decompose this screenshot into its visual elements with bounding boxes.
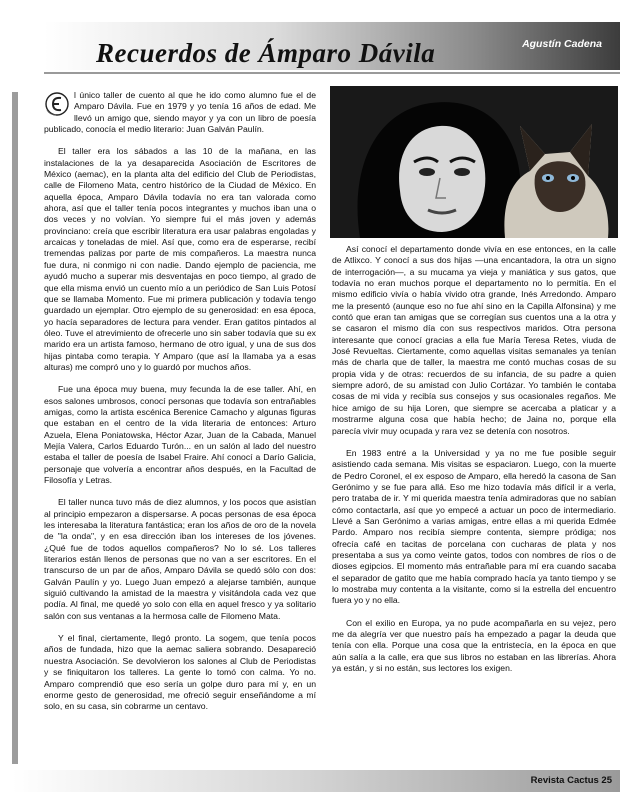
portrait-with-cat-image — [330, 86, 618, 238]
author-photo — [330, 86, 618, 238]
title-rule — [44, 72, 620, 74]
article-title: Recuerdos de Ámparo Dávila — [96, 38, 436, 68]
article-column-right — [332, 244, 616, 685]
paragraph: El taller era los sábados a las 10 de la mañana, en las instalaciones de la ya desaparecida Asociación de Escritores de México (aemac), en la planta alta del edificio del Club de Periodistas, calle de Filomeno Mata, centro histórico de la Ciudad de México. En aquella época, Amparo Dávila todavía no era tan valorada como ahora, así que el taller tenía pocos integrantes y muchos iban una o dos veces y no volvían. Yo siempre fui el más joven y además provinciano: creía que escribir literatura era usar palabras engoladas y arcaicas y toneladas de miel. Así que, como era de esperarse, recibí tremendas palizas por parte de mis compañeros. La maestra nunca fue dura, ni conmigo ni con nadie. Dando ejemplo de paciencia, me ayudó mucho a superar mis desventajas en poco tiempo, al grado de que ella misma envió un cuento mío a un periódico de San Luis Potosí que se llamaba Momento. Fue mi primera publicación y todavía tengo guardado un ejemplar. Otro ejemplo de su generosidad: en esa época, yo hacía separadores de lectura para vender. Eran gatitos pintados al óleo. Tuve el atrevimiento de ofrecerle uno sin saber todavía que su ex marido era un artista famoso, hermano de otro igual, y una de sus dos hijas pintaba como terapia. Y Amparo (que así la llamaba ya a esas alturas) me compró uno y lo guardó por muchos años. — [44, 146, 316, 372]
paragraph: l único taller de cuento al que he ido como alumno fue el de Amparo Dávila. Fue en 1979 y yo tenía 16 años de edad. Me llevó un amigo que, siendo mayor y ya con un libro de poesía publicado, conocía el medio literario: Juan Galván Paulín. — [44, 90, 316, 135]
paragraph: Con el exilio en Europa, ya no pude acompañarla en su vejez, pero me da alegría ver que nuestro país ha empezado a pagar la deuda que tenía con ella. Porque una cosa que la entristecía, en la época en que aún salía a la calle, era que sus libros no estaban en las librerías. Ahora ya están, y si no están, sus lectores los exigen. — [332, 617, 616, 674]
paragraph: Así conocí el departamento donde vivía en ese entonces, en la calle de Atlixco. Y conocí a sus dos hijas —una encantadora, la otra un signo de interrogación—, a su mucama ya vieja y maniática y sus gatos, que todavía no eran muchos porque el departamento no lo permitía. En el mismo edificio vivía o había vivido otra grande, Inés Arredondo. Amparo me la presentó (aunque eso no fue ahí sino en la Capilla Alfonsina) y me contó que eran tan amigas que se corregían sus cuentos una a la otra y se casaron el mismo día con sus respectivos maridos. Otra persona interesante que conocí gracias a ella fue María Teresa Retes, viuda de José Revueltas. Ciertamente, como aquellas visitas semanales ya tenían más de charla que de taller, la maestra me contó muchas cosas de su propia vida y de otras: recuerdos de su infancia, de su padre a quien siempre adoró, de su amistad con Julio Cortázar. Yo también le contaba cosas de mi vida y recibía sus consejos y sus ocasionales regaños. Me hice amigo de su hija Loren, que siempre se acercaba a platicar y a mostrarme alguna cosa que había hecho; de Jaina no, porque ella parecía vivir muy ocupada y rara vez se detenía con nosotros. — [332, 244, 616, 436]
paragraph: Y el final, ciertamente, llegó pronto. La sogem, que tenía pocos años de fundada, hizo que la aemac saliera sobrando. Desapareció nuestra Asociación. Se devolvieron los salones al Club de Periodistas y se finiquitaron los talleres. La gente lo tomó con calma. Yo no. Amparo comprendió que eso sería un golpe duro para mí y, en un enorme gesto de generosidad, me ofreció seguir enseñándome a mí solo, en su casa, sin cobrarme un centavo. — [44, 633, 316, 712]
page-footer: Revista Cactus 25 — [530, 775, 612, 786]
paragraph: Fue una época muy buena, muy fecunda la de ese taller. Ahí, en esos salones umbrosos, conocí personas que todavía son entrañables amigas, como la artista escénica Berenice Camacho y algunas figuras que estaban en el centro de la vida literaria de entonces: Arturo Azuela, Elena Poniatowska, Héctor Azar, Juan de la Cabada, Manuel Mejía Valera, Carlos Eduardo Turón... en un salón al lado del nuestro estaba el taller de poesía de Isabel Fraire. Ahí conocí a Darío Galicia, personaje que volvería a encontrar años después, en la Facultad de Filosofía y Letras. — [44, 384, 316, 485]
paragraph: El taller nunca tuvo más de diez alumnos, y los pocos que asistían al principio empezaron a dispersarse. A pocas personas de esa época les interesaba la literatura fantástica; eran los años de oro de la novela de "la onda", y en esa dirección iban los intereses de los jóvenes. ¿Qué fue de todos aquellos compañeros? No lo sé. Los talleres literarios están llenos de personas que no van a ser escritores. En el transcurso de un par de años, Amparo Dávila se quedó sólo con dos: Galván Paulín y yo. Luego Juan empezó a alejarse también, aunque siguió cultivando la amistad de la maestra y visitándola cada vez que podía. Al final, me quedé yo solo con ella en aquel fresco y ya solitario salón con sus ventanas a la hermosa calle de Filomeno Mata. — [44, 497, 316, 621]
page-edge-bar — [12, 92, 18, 764]
drop-cap-e-ornament — [44, 91, 70, 117]
footer-bar — [12, 770, 620, 792]
article-column-left — [44, 90, 316, 724]
paragraph: En 1983 entré a la Universidad y ya no me fue posible seguir asistiendo cada semana. Mis visitas se espaciaron. Luego, con la muerte de Pedro Coronel, el ex esposo de Amparo, ella heredó la casona de San Gerónimo y se fue para allá. Eso me hizo todavía más difícil ir a verla, pero trataba de ir. Y mi querida maestra tenía admiradoras que no sabían cómo contactarla, así que yo empecé a actuar un poco de intermediario. Llevé a San Gerónimo a varias amigas, entre ellas a mi querida Edmée Pardo. Amparo nos recibía siempre contenta, siempre pródiga; nos ofrecía café en tacitas de porcelana con cucharas de plata y nos presentaba a sus ya como veinte gatos, todos con nombres de ríos o de dioses egipcios. El momento más entrañable para mí era cuando sacaba el separador de gatito que me había comprado hacía ya tanto tiempo y se lo mostraba muy contenta a la visitante, como si la estrella del encuentro fuera yo y no ella. — [332, 447, 616, 606]
author-name: Agustín Cadena — [522, 38, 602, 50]
